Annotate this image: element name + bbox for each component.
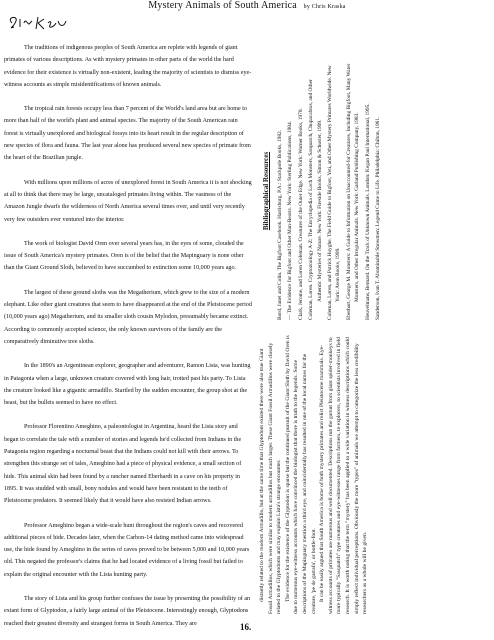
paragraph-4: The work of biologist David Oren over several years has, in the eyes of some, clouded the issue of South America's mystery primates. Oren is of the belief that the Mapinguary is none other than the Giant Ground Sloth, believed to have succumbed to extinction some 10,000 years ago.	[4, 240, 244, 272]
paragraph-9: The story of Lista and his group further confuses the issue by presenting the possibility of an extant form of Glyptodon, a fairly large animal of the Pleistocene. Interestingly enough, Glyptodons reached their greatest diversity and strangest forms in South America. They are	[4, 595, 251, 627]
paragraph-2: The tropical rain forests occupy less than 7 percent of the World's land area but are home to more than half of the world's plant and animal species. The majority of the South American rain forest is virtually unexplored and biological forays into its heart result in the regular description of new species of flora and fauna. The last year alone has produced several new species of primate from the heart of the Brazilian jungle.	[4, 106, 251, 162]
byline: by Chris Kraska	[303, 4, 346, 10]
rotated-lower-panel	[258, 330, 488, 614]
rotated-lower-content	[258, 330, 488, 614]
main-text-column	[4, 42, 252, 630]
bibliography-entry: Heuvelmans, Bernard. On the Track of Unknown Animals. London: Kegan Paul International, 1995.	[364, 103, 371, 320]
paragraph-8: Professor Ameghino began a wide-scale hunt throughout the region's caves and recovered additional pieces of hide. Decades later, when the Carbon-14 dating method came into widespread use, the hide found by Ameghino in the series of caves proved to be between 5,000 and 10,000 years old. This negated the professor's claims that he had located evidence of a living fossil but failed to explain the original encounter with the Lista hunting party.	[4, 522, 250, 578]
bibliography-entry: Coleman, Loren. Cryptozoology A-Z: The Encyclopedia of Loch Monsters, Sasquatch, Chupacabras, and Other Authentic Mysteries of Nature. New York: Fireside Books, Simon & Schuster, 1999.	[308, 79, 323, 320]
bibliography-list	[276, 58, 384, 320]
rotated-paragraph: distantly related to the modern Armadillo, but at the same time that Glyptodont existed there were also true Giant Fossil Armadillos, which were similar to modern armadillos but much larger. These Giant Fossil Armadillos were closely related to the Glyptodonts and may explain Lista's strange encounter.	[259, 342, 283, 614]
rotated-paragraph: The evidence for the existence of the Glyptodon is sparse but the continued pursuit of the Giant Sloth by David Oren is due to numerous eye-witness accounts which have convinced the biologist that there is truth to the legends. Some descriptions of the Mapinguary mention a third eye, and coincidentally has resulted in one of the local names for the creature, 'pe de garrafa', or bottle-foot.	[284, 335, 317, 614]
rotated-paragraph: It can be easily argued that South America is home of both mystery primates and relict Pleistocene mammals. Eye-witness accounts of primates are numerous and well documented. Descriptions run the gamut from giant spider-monkeys to more typically "Sasquatch" type creatures and eye-witnesses range from farmers, to explorers, to scientists involved in field research. It is worth noting that the term "mystery" has been applied to a wide variation in witness descriptions which could simply reflect individual perceptions. Obviously the more "types" of animals we attempt to categorize the less credibility researchers as a whole will be given.	[319, 336, 369, 614]
bibliography-entry: Coleman, Loren, and Patrick Huyghe. The Field Guide to Bigfoot, Yeti, and Other Mystery Primates Worldwide. New York: Avon Books, 1999.	[327, 65, 342, 320]
bibliography-heading: Bibliographical Resources	[262, 151, 270, 231]
paragraph-1: The traditions of indigenous peoples of South America are replete with legends of giant primates of various descriptions. As with mystery primates in other parts of the world the hard evidence for their existence is virtually non-existent, leading the majority of scientists to dismiss eye-witness accounts as simple misidentifications of known animals.	[4, 45, 252, 88]
paragraph-5: The largest of these ground sloths was the Megatherium, which grew to the size of a modern elephant. Like other giant creatures that seem to have disappeared at the end of the Pleistocene period (10,000 years ago) Megatherium, and its smaller sloth cousin Mylodon, presumably became extinct. According to commonly accepted science, the only known survivors of the family are the comparatively diminutive tree sloths.	[4, 289, 252, 345]
article-title	[0, 0, 494, 11]
handwritten-signature	[4, 13, 74, 38]
title-text: Mystery Animals of South America	[148, 0, 297, 11]
paragraph-7: Professor Florentino Ameghino, a paleontologist in Argentina, heard the Lista story and began to correlate the tale with a number of stories and legends he'd collected from Indians in the Patagonia region regarding a nocturnal beast that the Indians could not kill with their arrows. To strengthen this strange set of tales, Ameghino had a piece of physical evidence, a small section of hide. This animal skin had been found by a rancher named Eberhardt in a cave on his property in 1895. It was studded with small, bony nodules and would have been resistant to the teeth of Pleistocene predators. It seemed likely that it would have also resisted Indian arrows.	[4, 424, 242, 505]
rotated-bibliography-panel	[258, 56, 488, 326]
bibliography-entry: — The Evidence for Bigfoot and Other Man-Beasts. New York: Sterling Publications, 1984.	[287, 120, 294, 320]
bibliography-entry: Sanderson, Ivan T. Abominable Snowmen: Legend Come to Life. Philadelphia: Chilton, 1961.	[375, 116, 382, 320]
bibliography-entry: Eberhart, George M. Monsters: A Guide to Information on Unaccounted-for Creatures, Including Bigfoot, Many Water Monsters, and Other Irregular Animals. New York: Garland Publishing Company, 1983.	[345, 63, 361, 320]
rotated-content	[258, 56, 488, 326]
page-number: 16.	[240, 622, 252, 632]
bibliography-entry: Clark, Jerome, and Loren Coleman. Creatures of the Outer Edge. New York: Warner Books, 1978.	[297, 108, 304, 320]
paragraph-6: In the 1890's an Argentinean explorer, geographer and adventurer, Ramon Lista, was hunting in Patagonia when a large, unknown creature covered with long hair, trotted past his party. To Lista the creature looked like a gigantic armadillo. Startled by the sudden encounter, the group shot at the beast, but the bullets seemed to have no effect.	[4, 363, 251, 407]
paragraph-3: With millions upon millions of acres of unexplored forest in South America it is not shocking at all to think that there may be large, uncataloged primates living within. The vastness of the Amazon Jungle dwarfs the wilderness of North America several times over, and until very recently very few outsiders ever ventured into the interior.	[4, 179, 252, 223]
rotated-body-paragraphs	[258, 334, 370, 614]
bibliography-entry: Bord, Janet and Colin. The Bigfoot Casebook. Harrisburg, P.A.: Stackpole Books, 1982.	[277, 129, 283, 320]
